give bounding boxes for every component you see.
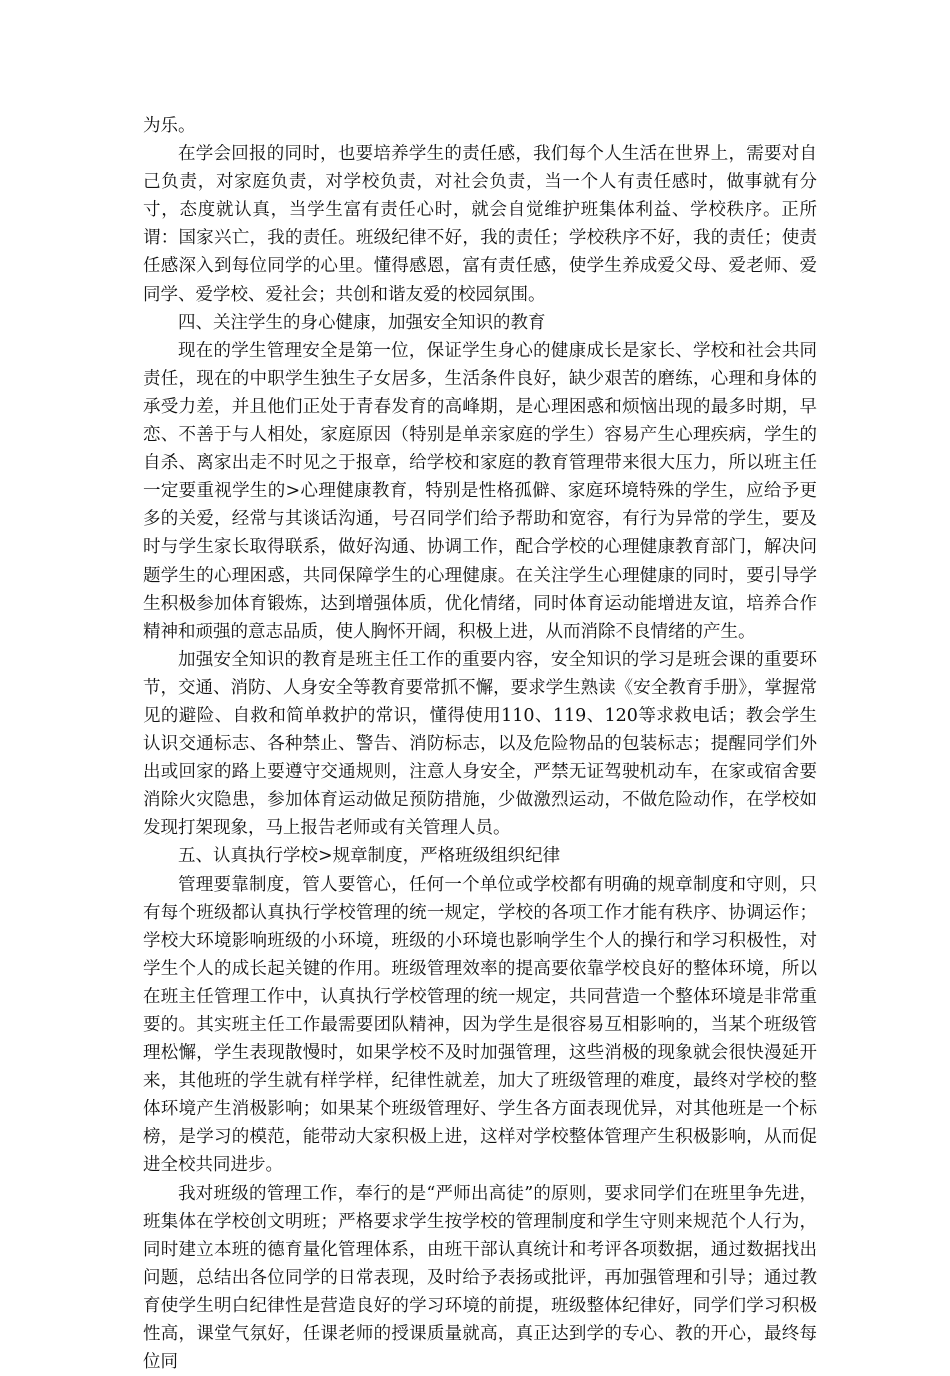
paragraph-rules-discipline: 管理要靠制度，管人要管心，任何一个单位或学校都有明确的规章制度和守则，只有每个班级都认真执行学校管理的统一规定，学校的各项工作才能有秩序、协调运作；学校大环境影响班级的小环境，班级的小环境也影响学生个人的操行和学习积极性，对学生个人的成长起关键的作用。班级管理效率的提高要依靠学校良好的整体环境，所以在班主任管理工作中，认真执行学校管理的统一规定，共同营造一个整体环境是非常重要的。其实班主任工作最需要团队精神，因为学生是很容易互相影响的，当某个班级管理松懈，学生表现散慢时，如果学校不及时加强管理，这些消极的现象就会很快漫延开来，其他班的学生就有样学样，纪律性就差，加大了班级管理的难度，最终对学校的整体环境产生消极影响；如果某个班级管理好、学生各方面表现优异，对其他班是一个标榜，是学习的模范，能带动大家积极上进，这样对学校整体管理产生积极影响，从而促进全校共同进步。 xyxy=(143,874,817,1176)
section-heading-4: 四、关注学生的身心健康，加强安全知识的教育 xyxy=(178,312,546,333)
paragraph-class-management: 我对班级的管理工作，奉行的是“严师出高徒”的原则，要求同学们在班里争先进，班集体在学校创文明班；严格要求学生按学校的管理制度和学生守则来规范个人行为，同时建立本班的德育量化管理体系，由班干部认真统计和考评各项数据，通过数据找出问题，总结出各位同学的日常表现，及时给予表扬或批评，再加强管理和引导；通过教育使学生明白纪律性是营造良好的学习环境的前提，班级整体纪律好，同学们学习积极性高，课堂气氛好，任课老师的授课质量就高，真正达到学的专心、教的开心，最终每位同 xyxy=(143,1183,817,1373)
paragraph-responsibility: 在学会回报的同时，也要培养学生的责任感，我们每个人生活在世界上，需要对自己负责，对家庭负责，对学校负责，对社会负责，当一个人有责任感时，做事就有分寸，态度就认真，当学生富有责任心时，就会自觉维护班集体利益、学校秩序。正所谓：国家兴亡，我的责任。班级纪律不好，我的责任；学校秩序不好，我的责任；使责任感深入到每位同学的心里。懂得感恩，富有责任感，使学生养成爱父母、爱老师、爱同学、爱学校、爱社会；共创和谐友爱的校园氛围。 xyxy=(143,144,817,305)
section-heading-5: 五、认真执行学校>规章制度，严格班级组织纪律 xyxy=(178,846,561,867)
document-page xyxy=(143,112,817,1376)
paragraph-continuation: 为乐。 xyxy=(143,116,196,136)
paragraph-safety-education: 加强安全知识的教育是班主任工作的重要内容，安全知识的学习是班会课的重要环节，交通、消防、人身安全等教育要常抓不懈，要求学生熟读《安全教育手册》，掌握常见的避险、自救和简单救护的常识，懂得使用110、119、120等求救电话；教会学生认识交通标志、各种禁止、警告、消防标志，以及危险物品的包装标志；提醒同学们外出或回家的路上要遵守交通规则，注意人身安全，严禁无证驾驶机动车，在家或宿舍要消除火灾隐患，参加体育运动做足预防措施，少做激烈运动，不做危险动作，在学校如发现打架现象，马上报告老师或有关管理人员。 xyxy=(143,649,817,839)
paragraph-mental-health: 现在的学生管理安全是第一位，保证学生身心的健康成长是家长、学校和社会共同责任，现在的中职学生独生子女居多，生活条件良好，缺少艰苦的磨练，心理和身体的承受力差，并且他们正处于青春发育的高峰期，是心理困惑和烦恼出现的最多时期，早恋、不善于与人相处，家庭原因（特别是单亲家庭的学生）容易产生心理疾病，学生的自杀、离家出走不时见之于报章，给学校和家庭的教育管理带来很大压力，所以班主任一定要重视学生的>心理健康教育，特别是性格孤僻、家庭环境特殊的学生，应给予更多的关爱，经常与其谈话沟通，号召同学们给予帮助和宽容，有行为异常的学生，要及时与学生家长取得联系，做好沟通、协调工作，配合学校的心理健康教育部门，解决问题学生的心理困惑，共同保障学生的心理健康。在关注学生心理健康的同时，要引导学生积极参加体育锻炼，达到增强体质，优化情绪，同时体育运动能增进友谊，培养合作精神和顽强的意志品质，使人胸怀开阔，积极上进，从而消除不良情绪的产生。 xyxy=(143,340,817,642)
